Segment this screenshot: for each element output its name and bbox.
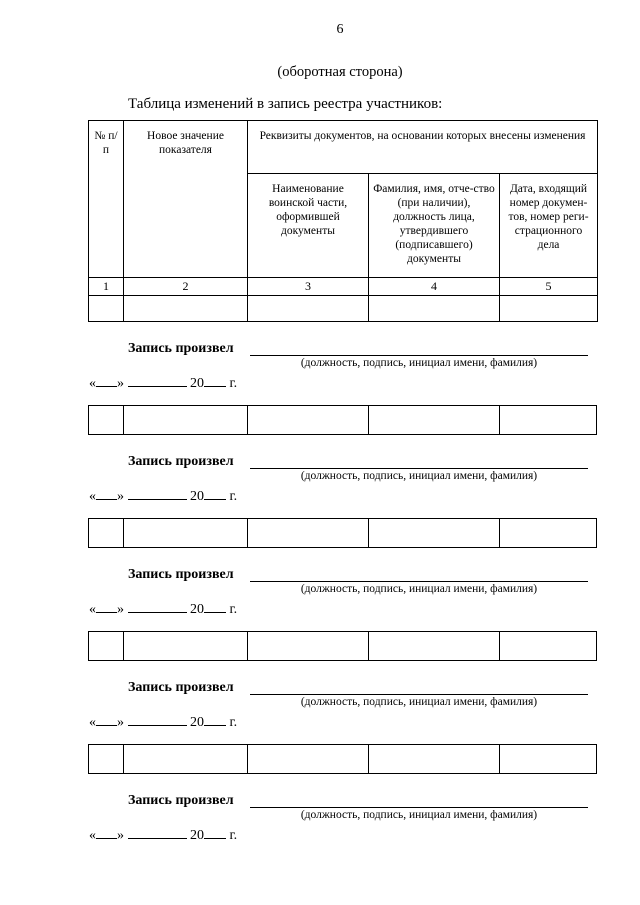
record-label: Запись произвел — [128, 567, 234, 582]
signature-line[interactable] — [250, 581, 588, 582]
header-person: Фамилия, имя, отче-ство (при наличии), должность лица, утвердившего (подписавшего) документы — [369, 174, 500, 278]
header-docs-group: Реквизиты документов, на основании которых внесены изменения — [248, 121, 598, 174]
day-blank[interactable] — [96, 826, 117, 839]
page-number: 6 — [336, 22, 344, 37]
record-label: Запись произвел — [128, 680, 234, 695]
column-number: 2 — [124, 278, 248, 296]
day-blank[interactable] — [96, 600, 117, 613]
year-blank[interactable] — [204, 600, 226, 613]
header-date: Дата, входящий номер докумен-тов, номер реги-страционного дела — [500, 174, 598, 278]
day-blank[interactable] — [96, 487, 117, 500]
year-blank[interactable] — [204, 713, 226, 726]
column-number: 4 — [369, 278, 500, 296]
entry-cell[interactable] — [124, 296, 248, 322]
signature-line[interactable] — [250, 807, 588, 808]
record-label: Запись произвел — [128, 793, 234, 808]
month-blank[interactable] — [128, 600, 187, 613]
year-blank[interactable] — [204, 826, 226, 839]
record-date: « » 20 г. — [89, 376, 238, 391]
column-number: 1 — [89, 278, 124, 296]
signature-hint: (должность, подпись, инициал имени, фамилия) — [300, 583, 538, 595]
signature-hint: (должность, подпись, инициал имени, фамилия) — [300, 809, 538, 821]
month-blank[interactable] — [128, 713, 187, 726]
year-blank[interactable] — [204, 487, 226, 500]
record-date: « » 20 г. — [89, 828, 238, 843]
entry-row[interactable] — [88, 631, 597, 661]
record-label: Запись произвел — [128, 341, 234, 356]
entry-cell[interactable] — [369, 296, 500, 322]
signature-hint: (должность, подпись, инициал имени, фамилия) — [300, 357, 538, 369]
header-num: № п/п — [89, 121, 124, 278]
entry-cell[interactable] — [500, 296, 598, 322]
changes-table — [88, 120, 598, 322]
day-blank[interactable] — [96, 713, 117, 726]
entry-cell[interactable] — [248, 296, 369, 322]
entry-row[interactable] — [88, 405, 597, 435]
entry-row[interactable] — [88, 518, 597, 548]
month-blank[interactable] — [128, 826, 187, 839]
table-title: Таблица изменений в запись реестра участников: — [128, 96, 443, 112]
year-blank[interactable] — [204, 374, 226, 387]
record-date: « » 20 г. — [89, 602, 238, 617]
record-date: « » 20 г. — [89, 489, 238, 504]
signature-line[interactable] — [250, 694, 588, 695]
column-number: 3 — [248, 278, 369, 296]
header-unit: Наименование воинской части, оформившей документы — [248, 174, 369, 278]
entry-row[interactable] — [88, 744, 597, 774]
day-blank[interactable] — [96, 374, 117, 387]
month-blank[interactable] — [128, 487, 187, 500]
signature-line[interactable] — [250, 355, 588, 356]
entry-cell[interactable] — [89, 296, 124, 322]
record-label: Запись произвел — [128, 454, 234, 469]
side-label: (оборотная сторона) — [277, 64, 403, 80]
record-date: « » 20 г. — [89, 715, 238, 730]
signature-line[interactable] — [250, 468, 588, 469]
header-new-value: Новое значение показателя — [124, 121, 248, 278]
column-number: 5 — [500, 278, 598, 296]
signature-hint: (должность, подпись, инициал имени, фамилия) — [300, 470, 538, 482]
signature-hint: (должность, подпись, инициал имени, фамилия) — [300, 696, 538, 708]
month-blank[interactable] — [128, 374, 187, 387]
